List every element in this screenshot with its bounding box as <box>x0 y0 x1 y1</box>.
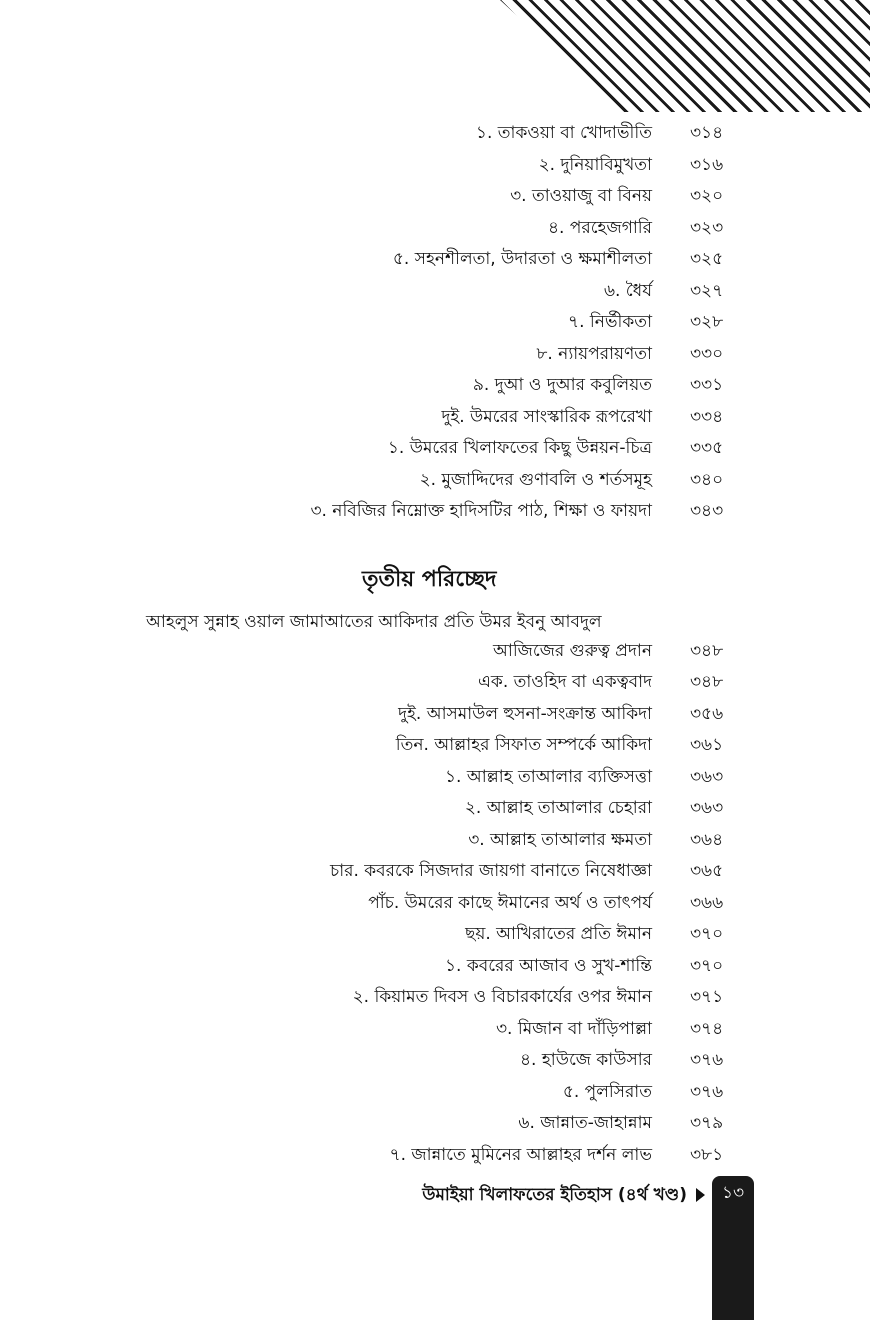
toc-entry-title: ৬. জান্নাত-জাহান্নাম <box>518 1113 652 1133</box>
chapter-heading-text: তৃতীয় পরিচ্ছেদ <box>362 566 497 592</box>
toc-section-2 <box>0 636 870 1172</box>
toc-entry-title: চার. কবরকে সিজদার জায়গা বানাতে নিষেধাজ্ঞা <box>330 861 652 881</box>
toc-entry-title: ৪. হাউজে কাউসার <box>520 1050 652 1070</box>
toc-entry-page: ৩৪৮ <box>690 672 724 692</box>
toc-entry-page: ৩৭৯ <box>690 1113 724 1133</box>
toc-entry <box>0 307 870 339</box>
toc-entry-page: ৩৩০ <box>690 343 724 364</box>
toc-entry <box>0 1077 870 1109</box>
toc-entry-page: ৩২৮ <box>690 312 724 332</box>
toc-entry-page: ৩৬১ <box>690 735 724 755</box>
toc-entry-page: ৩২৩ <box>690 217 724 238</box>
toc-entry-title: ২. দুনিয়াবিমুখতা <box>538 154 652 175</box>
toc-entry <box>0 1108 870 1140</box>
page-number-tab <box>712 1176 754 1320</box>
toc-entry-title: ৭. জান্নাতে মুমিনের আল্লাহর দর্শন লাভ <box>389 1144 652 1165</box>
toc-entry-page: ৩৬৩ <box>690 766 724 787</box>
toc-entry-title: ১. আল্লাহ তাআলার ব্যক্তিসত্তা <box>445 766 652 787</box>
toc-entry-title: ৫. পুলসিরাত <box>562 1081 652 1102</box>
toc-entry <box>0 496 870 528</box>
toc-entry-page: ৩৭০ <box>690 924 724 944</box>
toc-entry <box>0 181 870 213</box>
toc-entry-page: ৩৩৫ <box>690 438 724 458</box>
toc-entry-page: ৩১৪ <box>690 123 724 143</box>
toc-entry <box>0 636 870 668</box>
toc-entry <box>0 402 870 434</box>
toc-entry-title: দুই. উমরের সাংস্কারিক রূপরেখা <box>441 406 652 427</box>
toc-entry-title: ৩. আল্লাহ তাআলার ক্ষমতা <box>468 829 652 850</box>
toc-entry-page: ৩২০ <box>690 186 724 206</box>
footer-book-title: উমাইয়া খিলাফতের ইতিহাস (৪র্থ খণ্ড) <box>422 1185 687 1205</box>
toc-entry-title: ৬. ধৈর্য <box>603 280 652 301</box>
toc-entry-title: ৭. নির্ভীকতা <box>568 312 652 332</box>
toc-entry-title: পাঁচ. উমরের কাছে ঈমানের অর্থ ও তাৎপর্য <box>368 892 652 913</box>
toc-entry <box>0 276 870 308</box>
toc-entry <box>0 1140 870 1172</box>
toc-entry-title: ৩. মিজান বা দাঁড়িপাল্লা <box>495 1018 652 1039</box>
toc-entry <box>0 465 870 497</box>
toc-entry-page: ৩২৫ <box>690 249 724 269</box>
page-number: ১৩ <box>721 1183 745 1203</box>
toc-entry-title: ৮. ন্যায়পরায়ণতা <box>536 343 652 364</box>
toc-entry-page: ৩৭০ <box>690 955 724 976</box>
toc-entry-page: ৩৬৬ <box>690 892 724 913</box>
toc-entry <box>0 730 870 762</box>
toc-entry <box>0 118 870 150</box>
toc-entry <box>0 825 870 857</box>
toc-entry-page: ৩৭৪ <box>690 1018 724 1039</box>
toc-entry-title: তিন. আল্লাহর সিফাত সম্পর্কে আকিদা <box>395 735 652 755</box>
toc-entry <box>0 888 870 920</box>
table-of-contents <box>0 118 870 1171</box>
toc-entry <box>0 150 870 182</box>
toc-entry-title: ২. মুজাদ্দিদের গুণাবলি ও শর্তসমূহ <box>419 469 652 490</box>
toc-entry <box>0 919 870 951</box>
toc-entry-title: ছয়. আখিরাতের প্রতি ঈমান <box>465 924 652 944</box>
toc-entry <box>0 793 870 825</box>
toc-entry-page: ৩২৭ <box>690 280 724 301</box>
toc-entry <box>0 213 870 245</box>
toc-entry-page: ৩৭৬ <box>690 1050 724 1070</box>
toc-section-1 <box>0 118 870 528</box>
triangle-arrow-icon <box>696 1188 705 1202</box>
toc-entry-page: ৩৪৩ <box>690 501 724 521</box>
toc-entry-page: ৩৩১ <box>690 375 724 395</box>
toc-entry <box>0 762 870 794</box>
toc-entry-page: ৩৭১ <box>690 987 724 1007</box>
toc-entry <box>0 1045 870 1077</box>
toc-entry-title: ২. আল্লাহ তাআলার চেহারা <box>464 798 652 818</box>
toc-entry-intro-line <box>0 608 870 636</box>
toc-entry <box>0 699 870 731</box>
toc-entry-page: ৩৫৬ <box>690 703 724 724</box>
toc-entry <box>0 244 870 276</box>
toc-entry-title: ৩. নবিজির নিম্নোক্ত হাদিসটির পাঠ, শিক্ষা ও ফায়দা <box>310 501 652 521</box>
toc-entry-page: ৩৭৬ <box>690 1081 724 1102</box>
toc-entry-intro-text: আহলুস সুন্নাহ ওয়াল জামাআতের আকিদার প্রতি উমর ইবনু আবদুল <box>146 611 602 632</box>
toc-entry-title: ১. কবরের আজাব ও সুখ-শান্তি <box>445 955 652 976</box>
toc-entry <box>0 433 870 465</box>
toc-entry-page: ৩৬৪ <box>690 829 724 850</box>
toc-entry <box>0 339 870 371</box>
toc-entry-title: ৪. পরহেজগারি <box>548 217 652 238</box>
decorative-stripes <box>500 0 870 112</box>
toc-entry <box>0 667 870 699</box>
toc-entry-title: ২. কিয়ামত দিবস ও বিচারকার্যের ওপর ঈমান <box>352 987 652 1007</box>
toc-entry-title: ৫. সহনশীলতা, উদারতা ও ক্ষমাশীলতা <box>392 249 652 269</box>
toc-entry <box>0 982 870 1014</box>
toc-entry-page: ৩৬৫ <box>690 861 724 881</box>
toc-entry-page: ৩৪০ <box>690 469 724 490</box>
chapter-heading <box>0 546 870 608</box>
toc-entry-title: ৯. দুআ ও দুআর কবুলিয়ত <box>472 375 652 395</box>
toc-entry-title: ১. উমরের খিলাফতের কিছু উন্নয়ন-চিত্র <box>387 438 652 458</box>
toc-entry-page: ৩৩৪ <box>690 406 724 427</box>
toc-entry-title: এক. তাওহিদ বা একত্ববাদ <box>478 672 652 692</box>
toc-entry-page: ৩৮১ <box>690 1144 724 1165</box>
toc-entry <box>0 856 870 888</box>
toc-entry-title: আজিজের গুরুত্ব প্রদান <box>492 640 652 661</box>
toc-entry-page: ৩৪৮ <box>690 640 724 661</box>
toc-entry-title: ৩. তাওয়াজু বা বিনয় <box>510 186 652 206</box>
toc-entry-title: ১. তাকওয়া বা খোদাভীতি <box>475 123 652 143</box>
toc-entry-page: ৩৬৩ <box>690 798 724 818</box>
toc-entry-page: ৩১৬ <box>690 154 724 175</box>
toc-entry-title: দুই. আসমাউল হুসনা-সংক্রান্ত আকিদা <box>398 703 652 724</box>
toc-entry <box>0 370 870 402</box>
toc-entry <box>0 951 870 983</box>
toc-entry <box>0 1014 870 1046</box>
